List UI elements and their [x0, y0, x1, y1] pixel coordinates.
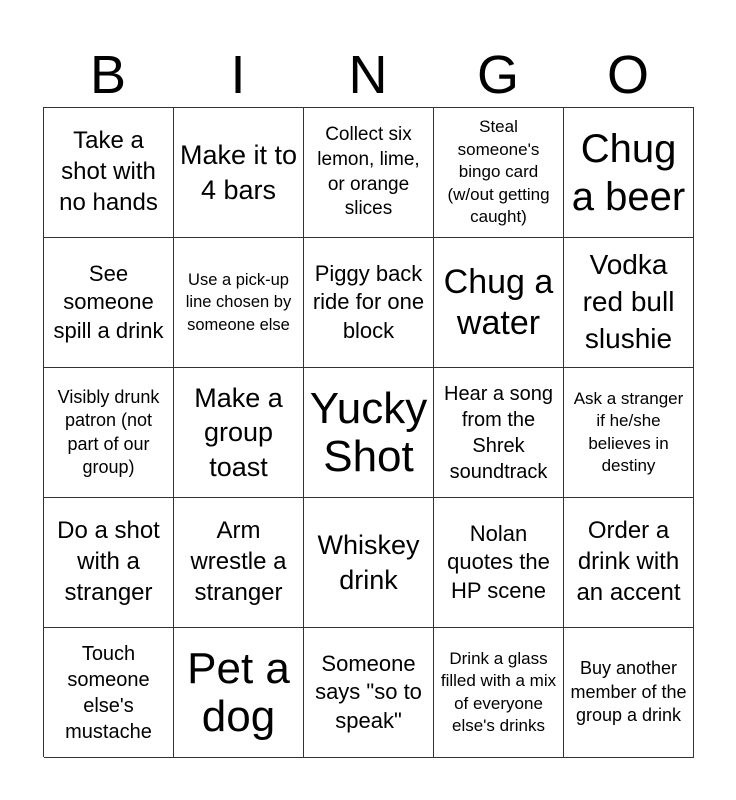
bingo-cell-r1-c3[interactable] — [304, 108, 434, 238]
header-letter-g: G — [476, 45, 519, 105]
bingo-cell-r1-c2[interactable] — [174, 108, 304, 238]
cell-text: Drink a glass filled with a mix of everyone else's drinks — [440, 648, 557, 735]
cell-text: Chug a water — [443, 263, 554, 342]
cell-text: Hear a song from the Shrek soundtrack — [444, 382, 553, 483]
bingo-cell-r2-c5[interactable] — [564, 238, 694, 368]
cell-text: Steal someone's bingo card (w/out getting caught) — [447, 117, 550, 227]
bingo-cell-r1-c5[interactable] — [564, 108, 694, 238]
bingo-cell-r3-c5[interactable] — [564, 368, 694, 498]
cell-text: Piggy back ride for one block — [312, 260, 425, 343]
bingo-cell-r4-c4[interactable] — [434, 498, 564, 628]
bingo-cell-r3-c1[interactable] — [44, 368, 174, 498]
bingo-cell-r3-c4[interactable] — [434, 368, 564, 498]
bingo-cell-r3-c2[interactable] — [174, 368, 304, 498]
cell-text: Use a pick-up line chosen by someone else — [185, 270, 292, 334]
cell-text: Arm wrestle a stranger — [190, 517, 287, 606]
bingo-cell-r5-c4[interactable] — [434, 628, 564, 758]
bingo-cell-r4-c5[interactable] — [564, 498, 694, 628]
bingo-header — [43, 44, 693, 106]
bingo-cell-r2-c2[interactable] — [174, 238, 304, 368]
header-letter-i: I — [230, 45, 246, 105]
bingo-cell-r1-c4[interactable] — [434, 108, 564, 238]
bingo-cell-r4-c2[interactable] — [174, 498, 304, 628]
cell-text: Whiskey drink — [317, 529, 420, 595]
cell-text: Do a shot with a stranger — [57, 517, 160, 606]
cell-text: Buy another member of the group a drink — [570, 658, 687, 726]
cell-text: See someone spill a drink — [53, 260, 164, 343]
bingo-cell-r4-c3[interactable] — [304, 498, 434, 628]
bingo-cell-r2-c3[interactable] — [304, 238, 434, 368]
bingo-cell-r2-c1[interactable] — [44, 238, 174, 368]
cell-text: Order a drink with an accent — [576, 517, 681, 606]
header-letter-o: O — [606, 45, 649, 105]
header-letter-b: B — [89, 45, 127, 105]
cell-text: Visibly drunk patron (not part of our group) — [57, 386, 160, 477]
bingo-cell-r3-c3[interactable] — [304, 368, 434, 498]
header-letter-n: N — [348, 45, 388, 105]
bingo-cell-r5-c2[interactable] — [174, 628, 304, 758]
bingo-grid — [43, 107, 694, 757]
cell-text: Ask a stranger if he/she believes in destiny — [573, 388, 684, 475]
cell-text: Make a group toast — [194, 382, 283, 482]
bingo-cell-r2-c4[interactable] — [434, 238, 564, 368]
cell-text: Vodka red bull slushie — [582, 249, 675, 354]
bingo-cell-r5-c1[interactable] — [44, 628, 174, 758]
cell-text: Pet a dog — [187, 643, 290, 741]
bingo-cell-r4-c1[interactable] — [44, 498, 174, 628]
bingo-cell-r1-c1[interactable] — [44, 108, 174, 238]
cell-text: Collect six lemon, lime, or orange slices — [317, 124, 420, 220]
cell-text: Chug a beer — [571, 126, 686, 219]
cell-text: Someone says "so to speak" — [315, 650, 422, 733]
cell-text: Nolan quotes the HP scene — [447, 520, 550, 603]
cell-text: Yucky Shot — [309, 383, 428, 481]
cell-text: Take a shot with no hands — [59, 127, 158, 216]
cell-text: Touch someone else's mustache — [65, 642, 152, 743]
cell-text: Make it to 4 bars — [179, 139, 298, 205]
bingo-cell-r5-c3[interactable] — [304, 628, 434, 758]
bingo-cell-r5-c5[interactable] — [564, 628, 694, 758]
